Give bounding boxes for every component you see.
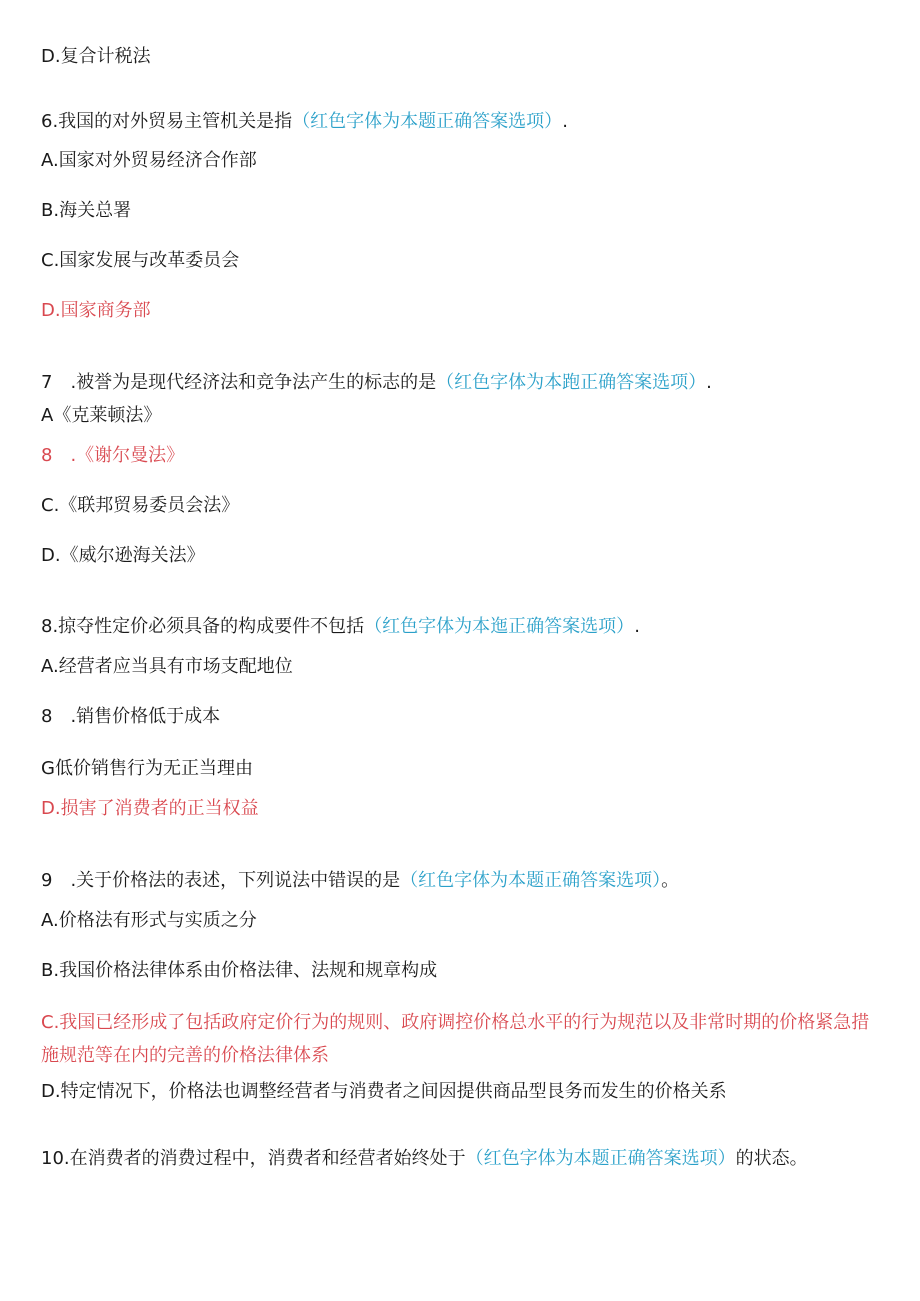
question-end: . bbox=[634, 616, 640, 637]
question-end: 的状态。 bbox=[735, 1148, 808, 1169]
option-a-q6: A.国家对外贸易经济合作部 bbox=[41, 150, 257, 171]
option-d-q8-correct: D.损害了消费者的正当权益 bbox=[41, 798, 259, 819]
option-b-q8: 8 .销售价格低于成本 bbox=[41, 706, 221, 727]
option-b-q6: B.海关总署 bbox=[41, 200, 132, 221]
question-10 bbox=[41, 1147, 808, 1171]
question-text: 6.我国的对外贸易主管机关是指 bbox=[41, 111, 293, 132]
option-d-q9: D.特定情况下，价格法也调整经营者与消费者之间因提供商品型艮务而发生的价格关系 bbox=[41, 1081, 727, 1102]
question-end: . bbox=[562, 111, 568, 132]
answer-hint: （红色字体为本题正确答案选项） bbox=[292, 111, 563, 132]
question-9 bbox=[41, 869, 679, 893]
question-6 bbox=[41, 110, 568, 134]
question-end: . bbox=[706, 372, 712, 393]
question-end: 。 bbox=[661, 870, 680, 891]
question-text: 9 .关于价格法的表述，下列说法中错误的是 bbox=[41, 870, 401, 891]
option-a-q9: A.价格法有形式与实质之分 bbox=[41, 910, 257, 931]
question-8 bbox=[41, 615, 640, 639]
option-c-q7: C.《联邦贸易委员会法》 bbox=[41, 495, 240, 516]
question-text: 8.掠夺性定价必须具备的构成要件不包括 bbox=[41, 616, 365, 637]
answer-hint: （红色字体为本跑正确答案选项） bbox=[436, 372, 707, 393]
answer-hint: （红色字体为本题正确答案选项） bbox=[465, 1148, 736, 1169]
answer-hint: （红色字体为本迤正确答案选项） bbox=[364, 616, 635, 637]
question-text: 10.在消费者的消费过程中，消费者和经营者始终处于 bbox=[41, 1148, 466, 1169]
question-text: 7 .被誉为是现代经济法和竞争法产生的标志的是 bbox=[41, 372, 437, 393]
option-d-q5: D.复合计税法 bbox=[41, 46, 151, 67]
option-a-q8: A.经营者应当具有市场支配地位 bbox=[41, 656, 293, 677]
option-c-q6: C.国家发展与改革委员会 bbox=[41, 250, 240, 271]
option-a-q7: A《克莱顿法》 bbox=[41, 405, 162, 426]
option-b-q9: B.我国价格法律体系由价格法律、法规和规章构成 bbox=[41, 960, 438, 981]
option-c-q8: G低价销售行为无正当理由 bbox=[41, 758, 253, 779]
option-d-q6-correct: D.国家商务部 bbox=[41, 300, 151, 321]
option-b-q7-correct: 8 .《谢尔曼法》 bbox=[41, 445, 185, 466]
answer-hint: （红色字体为本题正确答案选项） bbox=[400, 870, 662, 891]
question-7 bbox=[41, 371, 712, 395]
option-c-q9-correct: C.我国已经形成了包括政府定价行为的规则、政府调控价格总水平的行为规范以及非常时期的价格紧急措施规范等在内的完善的价格法律体系 bbox=[41, 1012, 870, 1066]
option-d-q7: D.《威尔逊海关法》 bbox=[41, 545, 205, 566]
